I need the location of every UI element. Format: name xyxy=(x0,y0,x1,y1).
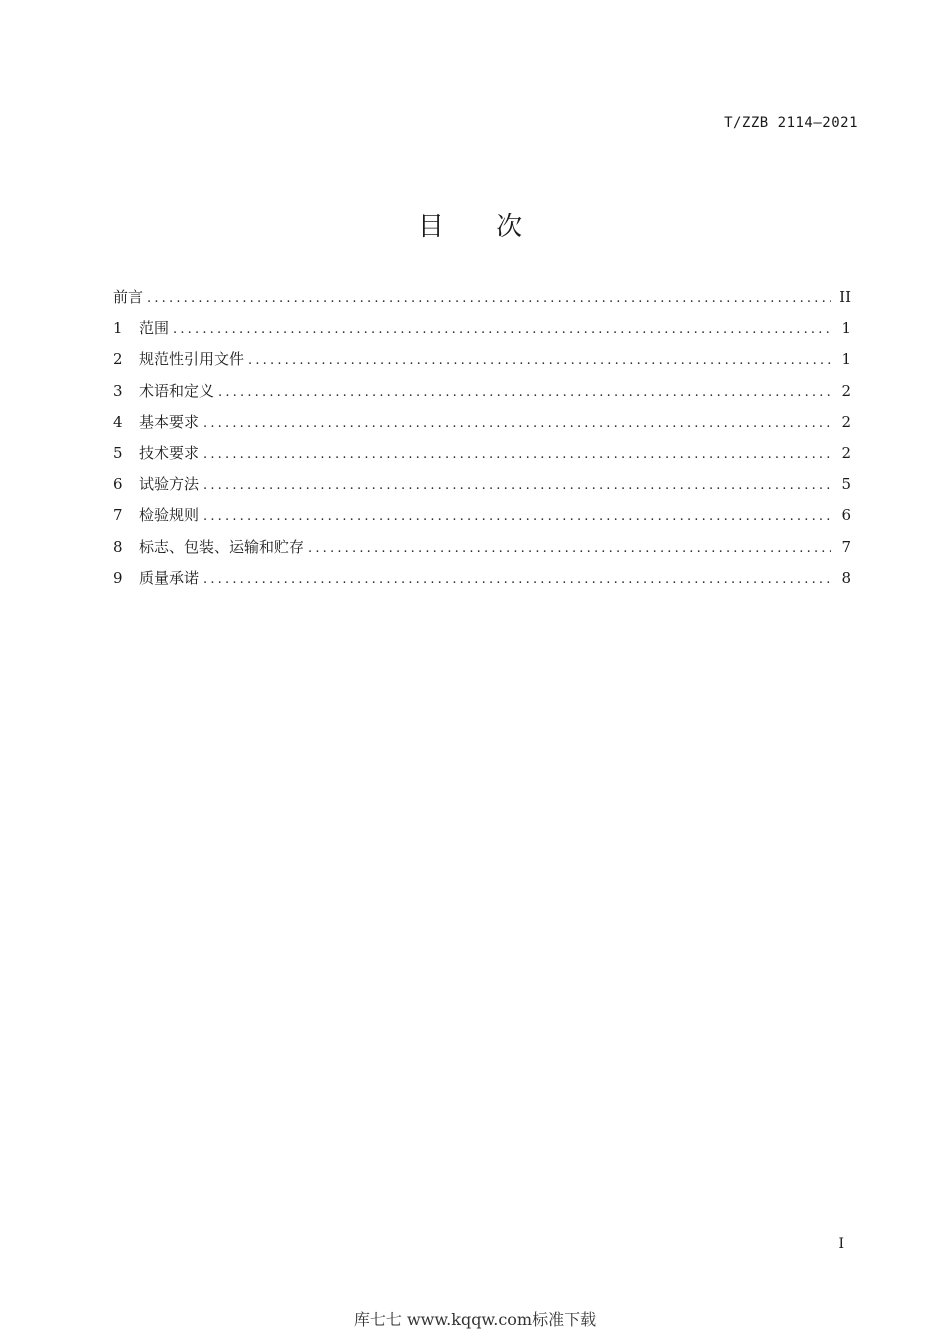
toc-entry-page: II xyxy=(839,288,851,306)
page-number: I xyxy=(838,1236,844,1252)
toc-entry-5[interactable] xyxy=(113,442,851,473)
toc-entry-page: 8 xyxy=(841,568,851,587)
toc-leader-dots xyxy=(173,322,831,337)
toc-leader-dots xyxy=(308,541,831,556)
toc-leader-dots xyxy=(203,509,831,524)
toc-entry-title: 试验方法 xyxy=(139,475,200,494)
toc-entry-2[interactable] xyxy=(113,348,851,379)
toc-title: 目 次 xyxy=(417,212,545,242)
toc-entry-page: 1 xyxy=(841,350,851,369)
toc-entry-title: 技术要求 xyxy=(139,443,200,462)
toc-leader-dots xyxy=(203,572,831,587)
document-code: T/ZZB 2114—2021 xyxy=(724,115,858,131)
toc-entry-page: 7 xyxy=(841,537,851,556)
toc-entry-title: 基本要求 xyxy=(139,412,200,431)
toc-entry-title: 规范性引用文件 xyxy=(139,350,245,369)
toc-entry-title: 检验规则 xyxy=(139,506,200,525)
toc-leader-dots xyxy=(218,385,831,400)
toc-entry-title: 前言 xyxy=(113,288,144,306)
toc-entry-title: 范围 xyxy=(139,319,170,338)
toc-leader-dots xyxy=(248,353,831,368)
toc-entry-title: 术语和定义 xyxy=(139,381,215,400)
toc-entry-title: 质量承诺 xyxy=(139,568,200,587)
toc-entry-page: 2 xyxy=(841,412,851,431)
toc-entry-number: 5 xyxy=(113,443,123,462)
toc-entry-title: 标志、包装、运输和贮存 xyxy=(139,537,305,556)
toc-entry-number: 6 xyxy=(113,475,123,494)
toc-entry-page: 6 xyxy=(841,506,851,525)
toc-leader-dots xyxy=(203,478,831,493)
toc-entry-7[interactable] xyxy=(113,504,851,535)
toc-entry-number: 3 xyxy=(113,381,123,400)
toc-leader-dots xyxy=(147,291,831,306)
toc-entry-number: 1 xyxy=(113,319,123,338)
toc-entry-page: 2 xyxy=(841,381,851,400)
toc-entry-6[interactable] xyxy=(113,473,851,504)
toc-entry-1[interactable] xyxy=(113,317,851,348)
toc-entry-number: 8 xyxy=(113,537,123,556)
table-of-contents xyxy=(113,286,851,598)
footer-watermark: 库七七 www.kqqw.com标准下载 xyxy=(353,1310,597,1329)
toc-entry-number: 7 xyxy=(113,506,123,525)
toc-entry-page: 5 xyxy=(841,475,851,494)
toc-entry-8[interactable] xyxy=(113,536,851,567)
toc-entry-4[interactable] xyxy=(113,411,851,442)
toc-leader-dots xyxy=(203,416,831,431)
toc-entry-9[interactable] xyxy=(113,567,851,598)
toc-entry-page: 1 xyxy=(841,319,851,338)
toc-entry-page: 2 xyxy=(841,443,851,462)
toc-entry-number: 9 xyxy=(113,568,123,587)
toc-entry-number: 2 xyxy=(113,350,123,369)
toc-entry-3[interactable] xyxy=(113,380,851,411)
toc-leader-dots xyxy=(203,447,831,462)
toc-entry-number: 4 xyxy=(113,412,123,431)
toc-entry-foreword[interactable] xyxy=(113,286,851,317)
